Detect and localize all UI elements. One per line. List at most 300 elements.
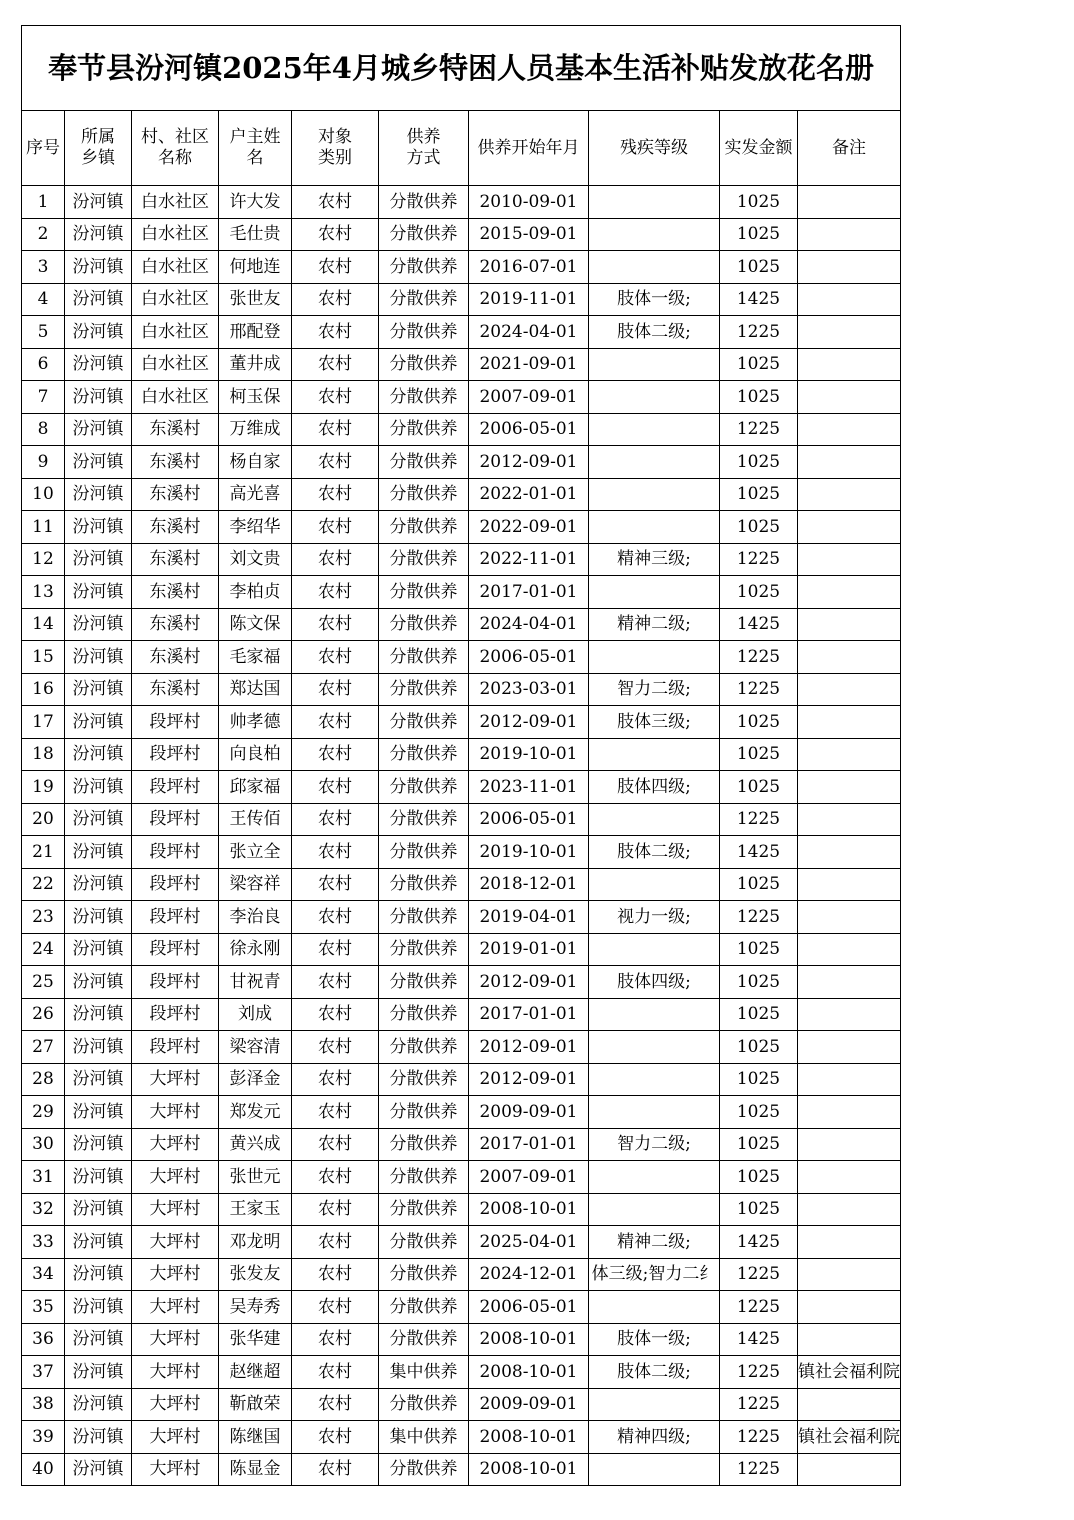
cell-index: 5 (22, 316, 65, 349)
cell-category: 农村 (292, 933, 379, 966)
cell-index: 11 (22, 511, 65, 544)
cell-community: 东溪村 (132, 511, 219, 544)
cell-support-mode: 分散供养 (379, 998, 469, 1031)
column-header-remark: 备注 (798, 111, 901, 186)
cell-disability (589, 381, 720, 414)
cell-remark (798, 738, 901, 771)
cell-category: 农村 (292, 803, 379, 836)
table-body (22, 186, 901, 1486)
cell-amount: 1025 (720, 446, 798, 479)
table-row (22, 836, 901, 869)
cell-community: 段坪村 (132, 706, 219, 739)
cell-householder: 赵继超 (219, 1356, 292, 1389)
cell-amount: 1225 (720, 803, 798, 836)
cell-township: 汾河镇 (65, 771, 132, 804)
cell-amount: 1025 (720, 868, 798, 901)
table-row (22, 283, 901, 316)
cell-remark (798, 478, 901, 511)
cell-householder: 张立全 (219, 836, 292, 869)
cell-community: 东溪村 (132, 543, 219, 576)
cell-amount: 1425 (720, 1323, 798, 1356)
cell-disability (589, 998, 720, 1031)
cell-support-mode: 集中供养 (379, 1421, 469, 1454)
cell-township: 汾河镇 (65, 218, 132, 251)
cell-householder: 许大发 (219, 186, 292, 219)
cell-start-date: 2019-11-01 (469, 283, 589, 316)
cell-index: 40 (22, 1453, 65, 1486)
cell-start-date: 2006-05-01 (469, 641, 589, 674)
cell-category: 农村 (292, 673, 379, 706)
cell-householder: 李治良 (219, 901, 292, 934)
cell-disability (589, 218, 720, 251)
cell-community: 白水社区 (132, 348, 219, 381)
table-row (22, 543, 901, 576)
cell-index: 29 (22, 1096, 65, 1129)
cell-householder: 帅孝德 (219, 706, 292, 739)
cell-amount: 1025 (720, 218, 798, 251)
cell-category: 农村 (292, 836, 379, 869)
cell-disability (589, 348, 720, 381)
table-row (22, 1356, 901, 1389)
cell-community: 大坪村 (132, 1356, 219, 1389)
cell-support-mode: 分散供养 (379, 1063, 469, 1096)
cell-category: 农村 (292, 1096, 379, 1129)
cell-householder: 张世友 (219, 283, 292, 316)
cell-disability (589, 1193, 720, 1226)
cell-support-mode: 分散供养 (379, 283, 469, 316)
table-row (22, 1161, 901, 1194)
cell-householder: 张华建 (219, 1323, 292, 1356)
table-row (22, 511, 901, 544)
cell-support-mode: 分散供养 (379, 251, 469, 284)
cell-community: 东溪村 (132, 413, 219, 446)
cell-category: 农村 (292, 966, 379, 999)
cell-start-date: 2006-05-01 (469, 803, 589, 836)
cell-category: 农村 (292, 1226, 379, 1259)
cell-amount: 1425 (720, 1226, 798, 1259)
cell-disability: 精神二级; (589, 608, 720, 641)
cell-township: 汾河镇 (65, 1356, 132, 1389)
cell-householder: 董井成 (219, 348, 292, 381)
cell-start-date: 2008-10-01 (469, 1356, 589, 1389)
cell-start-date: 2022-01-01 (469, 478, 589, 511)
cell-category: 农村 (292, 478, 379, 511)
cell-amount: 1025 (720, 966, 798, 999)
cell-start-date: 2008-10-01 (469, 1323, 589, 1356)
table-row (22, 868, 901, 901)
cell-householder: 梁容清 (219, 1031, 292, 1064)
cell-community: 东溪村 (132, 478, 219, 511)
cell-community: 大坪村 (132, 1291, 219, 1324)
cell-remark (798, 251, 901, 284)
cell-index: 2 (22, 218, 65, 251)
cell-index: 32 (22, 1193, 65, 1226)
cell-start-date: 2008-10-01 (469, 1193, 589, 1226)
cell-township: 汾河镇 (65, 1161, 132, 1194)
cell-amount: 1225 (720, 673, 798, 706)
cell-support-mode: 分散供养 (379, 673, 469, 706)
cell-support-mode: 分散供养 (379, 868, 469, 901)
cell-amount: 1025 (720, 478, 798, 511)
cell-community: 大坪村 (132, 1128, 219, 1161)
cell-start-date: 2018-12-01 (469, 868, 589, 901)
cell-start-date: 2017-01-01 (469, 576, 589, 609)
cell-township: 汾河镇 (65, 1031, 132, 1064)
cell-index: 27 (22, 1031, 65, 1064)
cell-amount: 1025 (720, 1096, 798, 1129)
cell-householder: 甘祝青 (219, 966, 292, 999)
cell-remark (798, 348, 901, 381)
cell-community: 白水社区 (132, 218, 219, 251)
cell-category: 农村 (292, 218, 379, 251)
cell-remark (798, 803, 901, 836)
cell-disability: 体三级;智力二纟 (589, 1258, 720, 1291)
cell-householder: 陈显金 (219, 1453, 292, 1486)
cell-remark (798, 576, 901, 609)
cell-amount: 1025 (720, 1128, 798, 1161)
cell-remark (798, 608, 901, 641)
cell-start-date: 2017-01-01 (469, 998, 589, 1031)
cell-householder: 王传佰 (219, 803, 292, 836)
cell-start-date: 2016-07-01 (469, 251, 589, 284)
cell-disability (589, 1096, 720, 1129)
cell-amount: 1425 (720, 608, 798, 641)
cell-category: 农村 (292, 576, 379, 609)
table-row (22, 446, 901, 479)
cell-support-mode: 分散供养 (379, 381, 469, 414)
cell-category: 农村 (292, 901, 379, 934)
table-row (22, 998, 901, 1031)
table-row (22, 1388, 901, 1421)
table-row (22, 1323, 901, 1356)
column-header-householder: 户主姓 名 (219, 111, 292, 186)
table-row (22, 1226, 901, 1259)
cell-disability (589, 186, 720, 219)
cell-amount: 1225 (720, 1291, 798, 1324)
table-row (22, 1421, 901, 1454)
cell-category: 农村 (292, 1388, 379, 1421)
cell-disability: 视力一级; (589, 901, 720, 934)
cell-category: 农村 (292, 998, 379, 1031)
cell-township: 汾河镇 (65, 478, 132, 511)
cell-index: 6 (22, 348, 65, 381)
cell-township: 汾河镇 (65, 1063, 132, 1096)
cell-disability: 肢体一级; (589, 283, 720, 316)
cell-community: 白水社区 (132, 316, 219, 349)
cell-householder: 刘成 (219, 998, 292, 1031)
cell-category: 农村 (292, 1453, 379, 1486)
cell-start-date: 2022-09-01 (469, 511, 589, 544)
cell-amount: 1025 (720, 933, 798, 966)
cell-disability (589, 641, 720, 674)
cell-index: 4 (22, 283, 65, 316)
cell-start-date: 2012-09-01 (469, 1031, 589, 1064)
cell-disability: 智力二级; (589, 673, 720, 706)
cell-householder: 邢配登 (219, 316, 292, 349)
cell-householder: 王家玉 (219, 1193, 292, 1226)
cell-householder: 徐永刚 (219, 933, 292, 966)
table-row (22, 348, 901, 381)
cell-category: 农村 (292, 1128, 379, 1161)
table-row (22, 1453, 901, 1486)
cell-index: 34 (22, 1258, 65, 1291)
cell-index: 24 (22, 933, 65, 966)
cell-amount: 1025 (720, 1031, 798, 1064)
table-row (22, 1096, 901, 1129)
cell-community: 段坪村 (132, 868, 219, 901)
cell-support-mode: 分散供养 (379, 1291, 469, 1324)
cell-remark (798, 771, 901, 804)
cell-householder: 彭泽金 (219, 1063, 292, 1096)
cell-category: 农村 (292, 1323, 379, 1356)
cell-disability (589, 1063, 720, 1096)
cell-index: 19 (22, 771, 65, 804)
cell-township: 汾河镇 (65, 641, 132, 674)
cell-remark (798, 1193, 901, 1226)
cell-remark (798, 706, 901, 739)
cell-community: 段坪村 (132, 901, 219, 934)
cell-category: 农村 (292, 1421, 379, 1454)
cell-amount: 1025 (720, 186, 798, 219)
column-header-category: 对象 类别 (292, 111, 379, 186)
cell-disability (589, 868, 720, 901)
cell-community: 段坪村 (132, 966, 219, 999)
cell-category: 农村 (292, 1193, 379, 1226)
table-row (22, 413, 901, 446)
cell-start-date: 2024-04-01 (469, 608, 589, 641)
cell-start-date: 2021-09-01 (469, 348, 589, 381)
cell-support-mode: 分散供养 (379, 836, 469, 869)
cell-start-date: 2023-11-01 (469, 771, 589, 804)
cell-disability (589, 1031, 720, 1064)
cell-support-mode: 分散供养 (379, 446, 469, 479)
table-row (22, 803, 901, 836)
cell-category: 农村 (292, 283, 379, 316)
cell-householder: 柯玉保 (219, 381, 292, 414)
cell-remark (798, 998, 901, 1031)
cell-township: 汾河镇 (65, 1096, 132, 1129)
table-row (22, 1291, 901, 1324)
cell-support-mode: 分散供养 (379, 1128, 469, 1161)
cell-remark (798, 1128, 901, 1161)
cell-start-date: 2019-01-01 (469, 933, 589, 966)
cell-disability (589, 738, 720, 771)
cell-householder: 靳啟荣 (219, 1388, 292, 1421)
cell-disability: 肢体二级; (589, 316, 720, 349)
table-row (22, 966, 901, 999)
cell-community: 白水社区 (132, 251, 219, 284)
cell-disability: 智力二级; (589, 1128, 720, 1161)
cell-remark (798, 901, 901, 934)
cell-remark (798, 1096, 901, 1129)
cell-township: 汾河镇 (65, 673, 132, 706)
cell-start-date: 2012-09-01 (469, 706, 589, 739)
cell-remark (798, 966, 901, 999)
cell-disability (589, 803, 720, 836)
cell-township: 汾河镇 (65, 738, 132, 771)
cell-category: 农村 (292, 608, 379, 641)
cell-amount: 1025 (720, 1193, 798, 1226)
table-row (22, 901, 901, 934)
cell-remark (798, 511, 901, 544)
cell-index: 3 (22, 251, 65, 284)
cell-support-mode: 分散供养 (379, 608, 469, 641)
cell-community: 东溪村 (132, 641, 219, 674)
cell-remark (798, 1226, 901, 1259)
cell-amount: 1225 (720, 543, 798, 576)
cell-support-mode: 分散供养 (379, 966, 469, 999)
cell-householder: 万维成 (219, 413, 292, 446)
cell-community: 东溪村 (132, 446, 219, 479)
cell-remark (798, 641, 901, 674)
cell-township: 汾河镇 (65, 576, 132, 609)
cell-householder: 邱家福 (219, 771, 292, 804)
cell-index: 20 (22, 803, 65, 836)
table-row (22, 478, 901, 511)
cell-community: 段坪村 (132, 738, 219, 771)
cell-category: 农村 (292, 251, 379, 284)
cell-remark (798, 1258, 901, 1291)
cell-community: 白水社区 (132, 283, 219, 316)
cell-amount: 1025 (720, 706, 798, 739)
cell-start-date: 2010-09-01 (469, 186, 589, 219)
cell-index: 28 (22, 1063, 65, 1096)
cell-amount: 1025 (720, 771, 798, 804)
cell-community: 大坪村 (132, 1421, 219, 1454)
table-row (22, 1031, 901, 1064)
cell-community: 大坪村 (132, 1096, 219, 1129)
cell-householder: 何地连 (219, 251, 292, 284)
cell-index: 35 (22, 1291, 65, 1324)
cell-disability: 精神二级; (589, 1226, 720, 1259)
cell-index: 17 (22, 706, 65, 739)
cell-disability (589, 1388, 720, 1421)
cell-householder: 杨自家 (219, 446, 292, 479)
cell-index: 22 (22, 868, 65, 901)
cell-start-date: 2012-09-01 (469, 1063, 589, 1096)
cell-index: 16 (22, 673, 65, 706)
table-row (22, 608, 901, 641)
cell-start-date: 2008-10-01 (469, 1453, 589, 1486)
cell-community: 大坪村 (132, 1388, 219, 1421)
cell-start-date: 2009-09-01 (469, 1096, 589, 1129)
cell-disability (589, 576, 720, 609)
cell-category: 农村 (292, 1291, 379, 1324)
cell-amount: 1025 (720, 348, 798, 381)
cell-start-date: 2019-10-01 (469, 836, 589, 869)
cell-start-date: 2019-10-01 (469, 738, 589, 771)
cell-category: 农村 (292, 738, 379, 771)
cell-remark (798, 543, 901, 576)
cell-township: 汾河镇 (65, 1453, 132, 1486)
cell-township: 汾河镇 (65, 511, 132, 544)
cell-disability: 精神三级; (589, 543, 720, 576)
cell-householder: 毛仕贵 (219, 218, 292, 251)
cell-start-date: 2023-03-01 (469, 673, 589, 706)
cell-remark (798, 1161, 901, 1194)
cell-support-mode: 分散供养 (379, 1453, 469, 1486)
roster-table (21, 25, 901, 1486)
cell-category: 农村 (292, 771, 379, 804)
cell-amount: 1025 (720, 511, 798, 544)
cell-disability (589, 413, 720, 446)
cell-community: 大坪村 (132, 1193, 219, 1226)
cell-disability: 肢体四级; (589, 771, 720, 804)
cell-category: 农村 (292, 1031, 379, 1064)
cell-householder: 李柏贞 (219, 576, 292, 609)
cell-householder: 刘文贵 (219, 543, 292, 576)
cell-remark (798, 1031, 901, 1064)
cell-remark (798, 1323, 901, 1356)
cell-disability: 肢体二级; (589, 1356, 720, 1389)
cell-support-mode: 分散供养 (379, 576, 469, 609)
cell-householder: 高光喜 (219, 478, 292, 511)
column-header-disability: 残疾等级 (589, 111, 720, 186)
page-title: 奉节县汾河镇2025年4月城乡特困人员基本生活补贴发放花名册 (22, 26, 901, 111)
cell-support-mode: 分散供养 (379, 933, 469, 966)
cell-support-mode: 分散供养 (379, 1388, 469, 1421)
cell-support-mode: 分散供养 (379, 1096, 469, 1129)
cell-township: 汾河镇 (65, 413, 132, 446)
cell-community: 东溪村 (132, 576, 219, 609)
cell-category: 农村 (292, 511, 379, 544)
cell-support-mode: 分散供养 (379, 706, 469, 739)
cell-category: 农村 (292, 868, 379, 901)
cell-township: 汾河镇 (65, 1193, 132, 1226)
cell-support-mode: 分散供养 (379, 1031, 469, 1064)
cell-community: 白水社区 (132, 381, 219, 414)
cell-start-date: 2006-05-01 (469, 1291, 589, 1324)
cell-support-mode: 分散供养 (379, 348, 469, 381)
cell-township: 汾河镇 (65, 608, 132, 641)
cell-disability (589, 933, 720, 966)
cell-start-date: 2024-12-01 (469, 1258, 589, 1291)
cell-category: 农村 (292, 706, 379, 739)
cell-start-date: 2007-09-01 (469, 1161, 589, 1194)
cell-township: 汾河镇 (65, 868, 132, 901)
cell-support-mode: 分散供养 (379, 738, 469, 771)
cell-township: 汾河镇 (65, 186, 132, 219)
cell-start-date: 2008-10-01 (469, 1421, 589, 1454)
table-row (22, 771, 901, 804)
cell-index: 13 (22, 576, 65, 609)
cell-community: 白水社区 (132, 186, 219, 219)
cell-amount: 1025 (720, 251, 798, 284)
cell-amount: 1025 (720, 1161, 798, 1194)
cell-remark (798, 218, 901, 251)
cell-index: 37 (22, 1356, 65, 1389)
cell-householder: 黄兴成 (219, 1128, 292, 1161)
cell-index: 31 (22, 1161, 65, 1194)
cell-township: 汾河镇 (65, 381, 132, 414)
cell-remark (798, 1453, 901, 1486)
cell-amount: 1425 (720, 283, 798, 316)
cell-township: 汾河镇 (65, 446, 132, 479)
cell-category: 农村 (292, 381, 379, 414)
cell-remark (798, 413, 901, 446)
cell-index: 12 (22, 543, 65, 576)
cell-disability (589, 1291, 720, 1324)
cell-householder: 梁容祥 (219, 868, 292, 901)
column-header-amount: 实发金额 (720, 111, 798, 186)
cell-township: 汾河镇 (65, 283, 132, 316)
cell-householder: 郑达国 (219, 673, 292, 706)
table-row (22, 1258, 901, 1291)
cell-support-mode: 分散供养 (379, 901, 469, 934)
cell-start-date: 2007-09-01 (469, 381, 589, 414)
cell-householder: 邓龙明 (219, 1226, 292, 1259)
column-header-start-date: 供养开始年月 (469, 111, 589, 186)
